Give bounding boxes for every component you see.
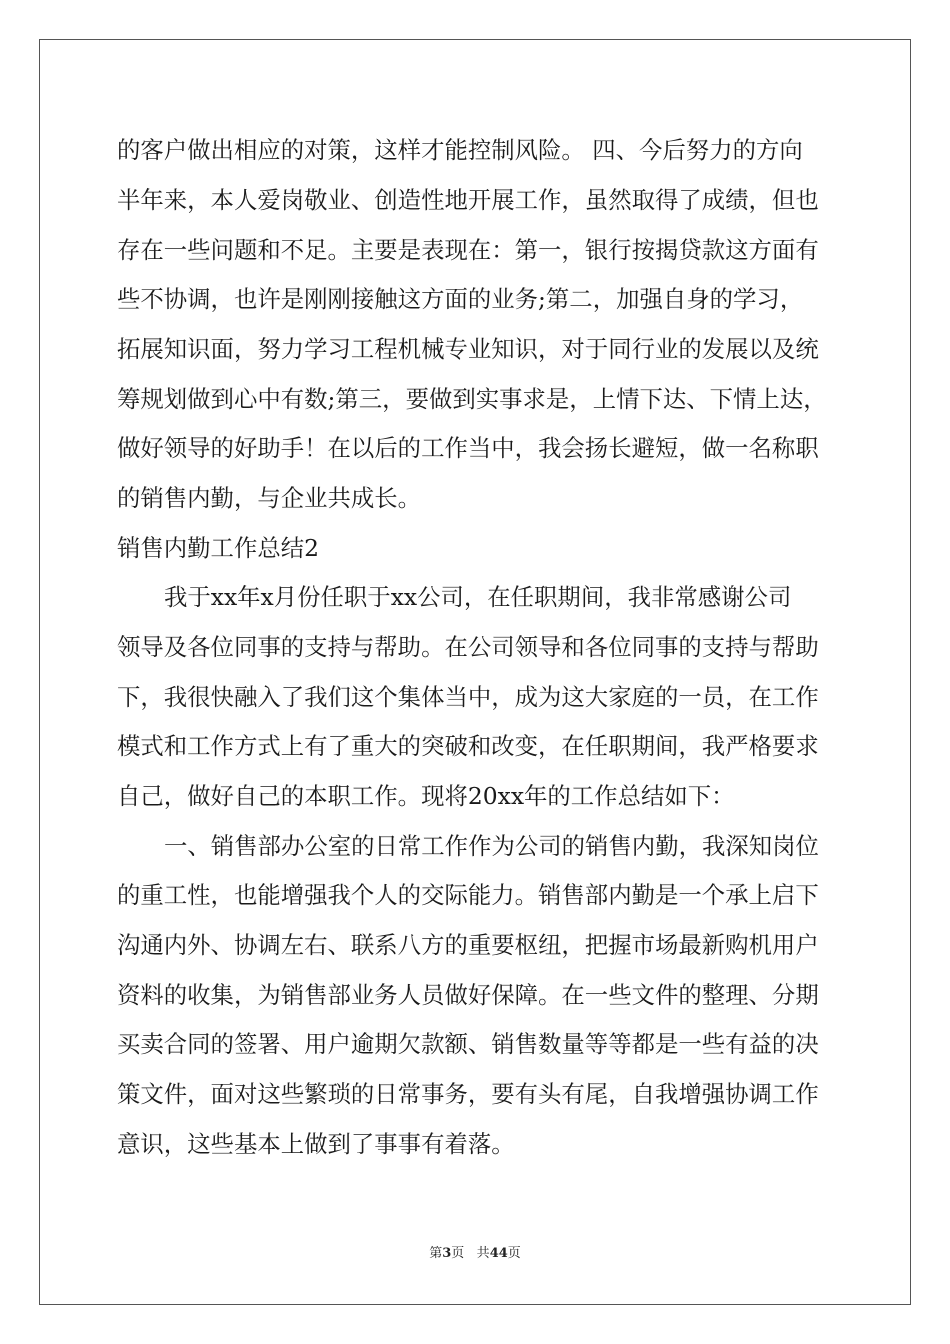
footer-total-prefix: 共 — [476, 1246, 490, 1261]
paragraph-line: 拓展知识面，努力学习工程机械专业知识，对于同行业的发展以及统 — [117, 335, 819, 363]
paragraph-line: 做好领导的好助手！在以后的工作当中，我会扬长避短，做一名称职 — [117, 434, 819, 462]
paragraph-line: 沟通内外、协调左右、联系八方的重要枢纽，把握市场最新购机用户 — [117, 931, 819, 959]
paragraph-line: 存在一些问题和不足。主要是表现在：第一，银行按揭贷款这方面有 — [117, 236, 819, 264]
paragraph-line: 策文件，面对这些繁琐的日常事务，要有头有尾，自我增强协调工作 — [117, 1080, 819, 1108]
paragraph-line: 我于xx年x月份任职于xx公司，在任职期间，我非常感谢公司 — [164, 583, 792, 611]
paragraph-line: 半年来，本人爱岗敬业、创造性地开展工作，虽然取得了成绩，但也 — [117, 186, 819, 214]
footer-total-suffix: 页 — [507, 1246, 521, 1261]
paragraph-line: 的销售内勤，与企业共成长。 — [117, 484, 422, 512]
footer-page-suffix: 页 — [451, 1246, 465, 1261]
paragraph-line: 买卖合同的签署、用户逾期欠款额、销售数量等等都是一些有益的决 — [117, 1030, 819, 1058]
paragraph-line: 的重工性，也能增强我个人的交际能力。销售部内勤是一个承上启下 — [117, 881, 819, 909]
section-heading: 销售内勤工作总结2 — [117, 534, 320, 562]
paragraph-line: 下，我很快融入了我们这个集体当中，成为这大家庭的一员，在工作 — [117, 683, 819, 711]
paragraph-line: 自己，做好自己的本职工作。现将20xx年的工作总结如下： — [117, 782, 735, 810]
paragraph-line: 些不协调，也许是刚刚接触这方面的业务;第二，加强自身的学习， — [117, 285, 804, 313]
page-footer — [0, 1244, 950, 1264]
footer-page-number: 3 — [442, 1246, 452, 1261]
paragraph-line: 意识，这些基本上做到了事事有着落。 — [117, 1130, 515, 1158]
footer-prefix: 第 — [429, 1246, 443, 1261]
paragraph-line: 一、销售部办公室的日常工作作为公司的销售内勤，我深知岗位 — [164, 832, 819, 860]
paragraph-line: 筹规划做到心中有数;第三，要做到实事求是，上情下达、下情上达， — [117, 385, 827, 413]
paragraph-line: 的客户做出相应的对策，这样才能控制风险。 四、今后努力的方向 — [117, 136, 803, 164]
footer-total-pages: 44 — [489, 1246, 508, 1261]
paragraph-line: 模式和工作方式上有了重大的突破和改变，在任职期间，我严格要求 — [117, 732, 819, 760]
paragraph-line: 领导及各位同事的支持与帮助。在公司领导和各位同事的支持与帮助 — [117, 633, 819, 661]
paragraph-line: 资料的收集，为销售部业务人员做好保障。在一些文件的整理、分期 — [117, 981, 819, 1009]
